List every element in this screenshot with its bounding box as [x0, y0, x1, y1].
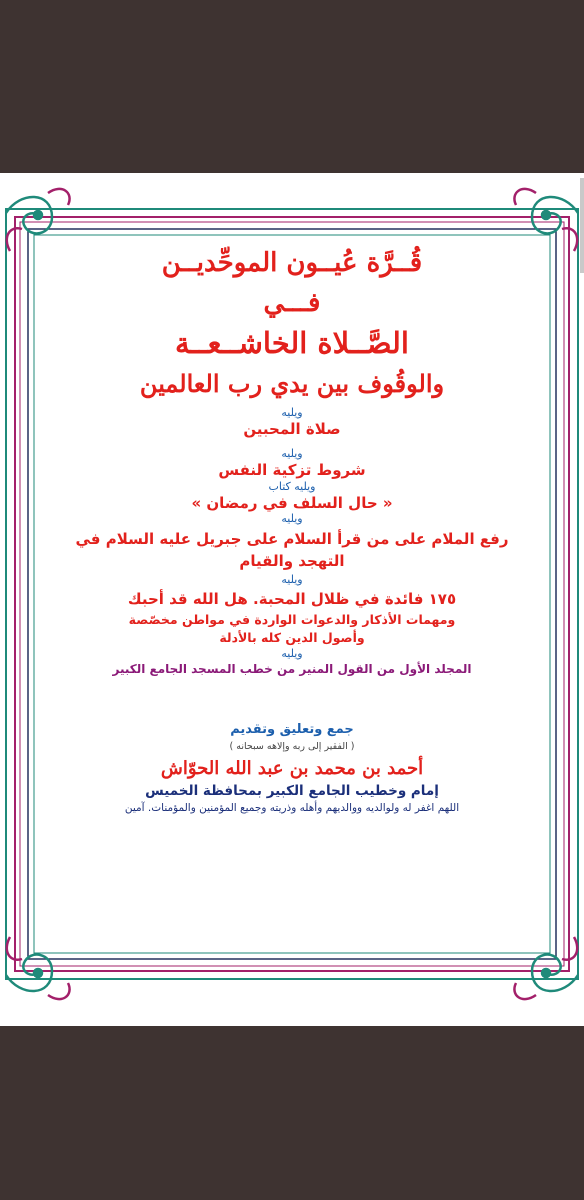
label-yalih-2: ويليه [281, 446, 303, 460]
label-yalih-4: ويليه [281, 572, 303, 586]
label-yalih-1: ويليه [281, 405, 303, 419]
book-cover-page [0, 173, 584, 1026]
item-6: المجلد الأول من القول المنير من خطب المسجد الجامع الكبير [112, 662, 472, 677]
humble-note: ( الفقير إلى ربه وإلاهه سبحانه ) [229, 741, 355, 753]
item-2: شروط تزكية النفس [218, 461, 366, 480]
item-5-line-2: ومهمات الأذكار والدعوات الواردة في مواطن مخصّصة [128, 611, 456, 627]
compiled-label: جمع وتعليق وتقديم [230, 722, 354, 738]
author-title: إمام وخطيب الجامع الكبير بمحافظة الخميس [145, 782, 439, 799]
item-5-line-3: وأصول الدين كله بالأدلة [219, 629, 365, 645]
title-line-1: قُــرَّة عُيــون الموحِّديــن [161, 248, 423, 278]
item-3: « حال السلف في رمضان » [191, 494, 393, 513]
title-line-3: الصَّــلاة الخاشــعــة [175, 325, 409, 360]
author-name: أحمد بن محمد بن عبد الله الحوّاش [160, 757, 424, 779]
label-yalih-5: ويليه [281, 646, 303, 660]
label-yalih-kitab: ويليه كتاب [268, 479, 316, 493]
item-1: صلاة المحبين [243, 420, 341, 439]
item-4-line-1: رفع الملام على من قرأ السلام على جبريل عليه السلام في [75, 530, 509, 549]
cover-text [32, 227, 552, 927]
scroll-indicator [580, 178, 584, 273]
dua-line: اللهم اغفر له ولوالديه ووالديهم وأهله وذريته وجميع المؤمنين والمؤمنات. آمين [124, 802, 460, 815]
item-5-line-1: ١٧٥ فائدة في ظلال المحبة. هل الله قد أحبك [127, 590, 457, 609]
title-line-2: فـــي [263, 287, 321, 318]
label-yalih-3: ويليه [281, 512, 303, 526]
item-4-line-2: التهجد والقيام [239, 551, 345, 570]
title-line-4: والوقُوف بين يدي رب العالمين [139, 369, 445, 399]
